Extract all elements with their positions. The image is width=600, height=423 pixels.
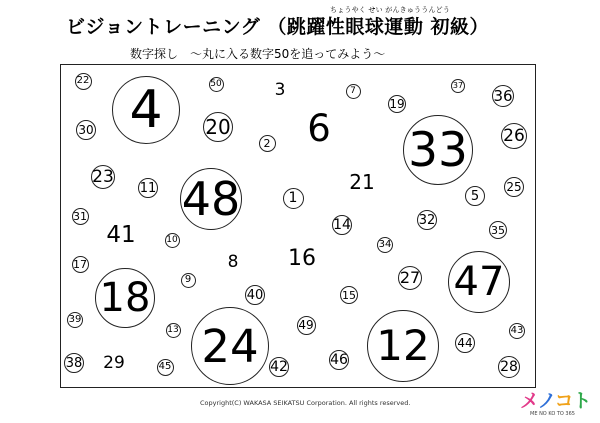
plain-number: 21 — [349, 170, 375, 194]
circled-number: 50 — [209, 77, 224, 92]
circled-number: 49 — [297, 316, 316, 335]
circled-number: 18 — [95, 268, 155, 328]
circled-number: 14 — [333, 217, 351, 233]
circled-number: 39 — [67, 312, 83, 328]
circled-number: 10 — [165, 233, 180, 248]
circled-number: 11 — [138, 178, 158, 198]
circled-number: 4 — [112, 76, 180, 144]
circled-number: 43 — [509, 323, 525, 339]
circled-number: 17 — [73, 257, 87, 271]
logo-subtext: ME NO KO TO 365 — [530, 411, 575, 417]
copyright: Copyright(C) WAKASA SEIKATSU Corporation. All rights reserved. — [200, 399, 411, 407]
logo-char: コ — [554, 390, 573, 412]
circled-number: 42 — [270, 359, 288, 375]
circled-number: 25 — [504, 177, 524, 197]
circled-number: 9 — [181, 273, 196, 288]
circled-number: 7 — [346, 84, 361, 99]
circled-number: 23 — [91, 165, 115, 189]
circled-number: 44 — [455, 333, 475, 353]
circled-number: 46 — [330, 352, 348, 368]
circled-number: 2 — [259, 135, 276, 152]
circled-number: 35 — [489, 221, 507, 239]
circled-number: 5 — [465, 186, 485, 206]
circled-number: 38 — [64, 353, 84, 373]
plain-number: 6 — [307, 107, 331, 151]
circled-number: 22 — [75, 73, 92, 90]
plain-number: 41 — [106, 222, 136, 249]
plain-number: 16 — [287, 245, 316, 271]
logo-char: ノ — [537, 390, 555, 412]
circled-number: 40 — [245, 285, 265, 305]
page-title: ビジョントレーニング （跳躍性眼球運動 初級） — [66, 16, 489, 38]
circled-number: 31 — [73, 209, 87, 223]
logo-char: ト — [572, 390, 591, 412]
circled-number: 26 — [501, 123, 527, 149]
circled-number: 30 — [76, 120, 96, 140]
logo-char: メ — [520, 390, 538, 412]
plain-number: 3 — [274, 80, 286, 101]
circled-number: 47 — [448, 251, 510, 313]
circled-number: 15 — [340, 286, 358, 304]
plain-number: 8 — [227, 252, 239, 273]
circled-number: 19 — [389, 97, 405, 111]
circled-number: 28 — [498, 356, 520, 378]
circled-number: 27 — [398, 266, 422, 290]
circled-number: 37 — [451, 79, 465, 93]
circled-number: 36 — [492, 85, 514, 107]
circled-number: 33 — [403, 115, 473, 185]
circled-number: 32 — [417, 210, 437, 230]
circled-number: 48 — [180, 168, 242, 230]
circled-number: 45 — [157, 359, 174, 376]
circled-number: 20 — [203, 112, 233, 142]
circled-number: 13 — [166, 323, 181, 338]
instructions: 数字探し 〜丸に入る数字50を追ってみよう〜 — [130, 47, 386, 61]
title-ruby: ちょうやく せい がんきゅううんどう — [330, 6, 451, 14]
circled-number: 24 — [191, 307, 269, 385]
plain-number: 29 — [103, 353, 125, 374]
brand-logo — [520, 386, 596, 420]
logo-text — [520, 386, 591, 413]
circled-number: 34 — [377, 237, 393, 253]
circled-number: 12 — [367, 310, 439, 382]
circled-number: 1 — [283, 188, 304, 209]
